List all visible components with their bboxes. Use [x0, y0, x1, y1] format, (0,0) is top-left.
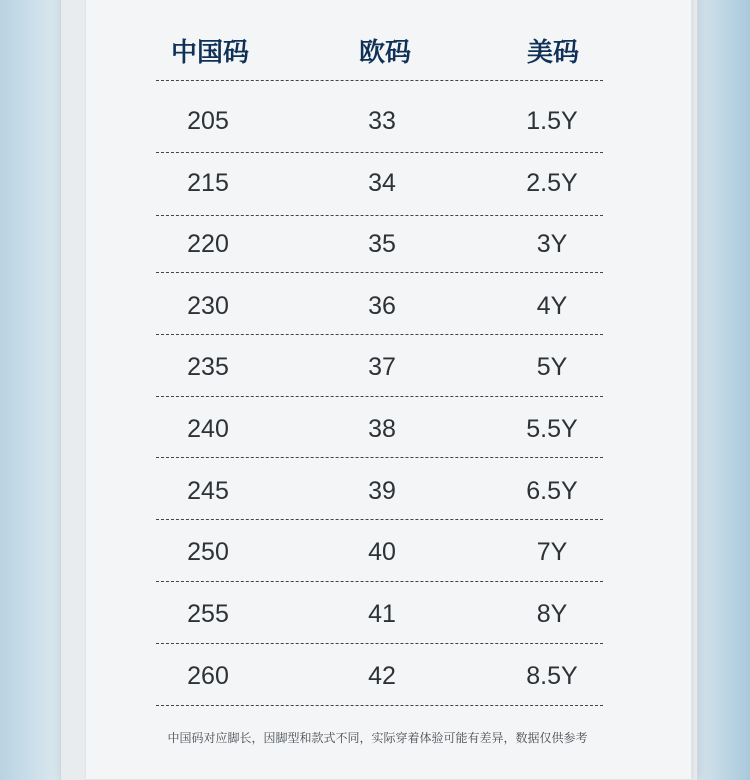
table-divider [156, 705, 603, 706]
table-divider [156, 334, 603, 335]
cn-size-cell: 215 [187, 169, 229, 197]
eu-size-cell: 33 [368, 107, 396, 135]
table-divider [156, 272, 603, 273]
us-size-cell: 2.5Y [526, 169, 578, 197]
table-divider [156, 215, 603, 216]
column-header-cn-size: 中国码 [170, 38, 249, 68]
cn-size-cell: 205 [187, 107, 229, 135]
cn-size-cell: 230 [187, 292, 229, 320]
table-divider [156, 643, 603, 644]
us-size-cell: 5.5Y [526, 415, 578, 443]
footnote: 中国码对应脚长，因脚型和款式不同，实际穿着体验可能有差异，数据仅供参考 [167, 731, 588, 745]
cn-size-cell: 245 [187, 477, 229, 505]
column-header-eu-size: 欧码 [358, 38, 411, 68]
cn-size-cell: 255 [187, 600, 229, 628]
column-header-us-size: 美码 [526, 38, 579, 68]
us-size-cell: 4Y [536, 292, 568, 320]
cn-size-cell: 220 [187, 230, 229, 258]
us-size-cell: 8.5Y [526, 662, 578, 690]
cn-size-cell: 240 [187, 415, 229, 443]
table-divider [156, 396, 603, 397]
table-divider [156, 80, 603, 81]
table-divider [156, 581, 603, 582]
cn-size-cell: 250 [187, 538, 229, 566]
eu-size-cell: 35 [368, 230, 396, 258]
us-size-cell: 7Y [536, 538, 568, 566]
table-divider [156, 457, 603, 458]
eu-size-cell: 38 [368, 415, 396, 443]
eu-size-cell: 39 [368, 477, 396, 505]
us-size-cell: 8Y [536, 600, 568, 628]
eu-size-cell: 34 [368, 169, 396, 197]
eu-size-cell: 37 [368, 353, 396, 381]
cn-size-cell: 235 [187, 353, 229, 381]
eu-size-cell: 41 [368, 600, 396, 628]
us-size-cell: 1.5Y [526, 107, 578, 135]
table-divider [156, 519, 603, 520]
us-size-cell: 3Y [536, 230, 568, 258]
us-size-cell: 5Y [536, 353, 568, 381]
eu-size-cell: 36 [368, 292, 396, 320]
cn-size-cell: 260 [187, 662, 229, 690]
eu-size-cell: 42 [368, 662, 396, 690]
us-size-cell: 6.5Y [526, 477, 578, 505]
eu-size-cell: 40 [368, 538, 396, 566]
table-divider [156, 152, 603, 153]
